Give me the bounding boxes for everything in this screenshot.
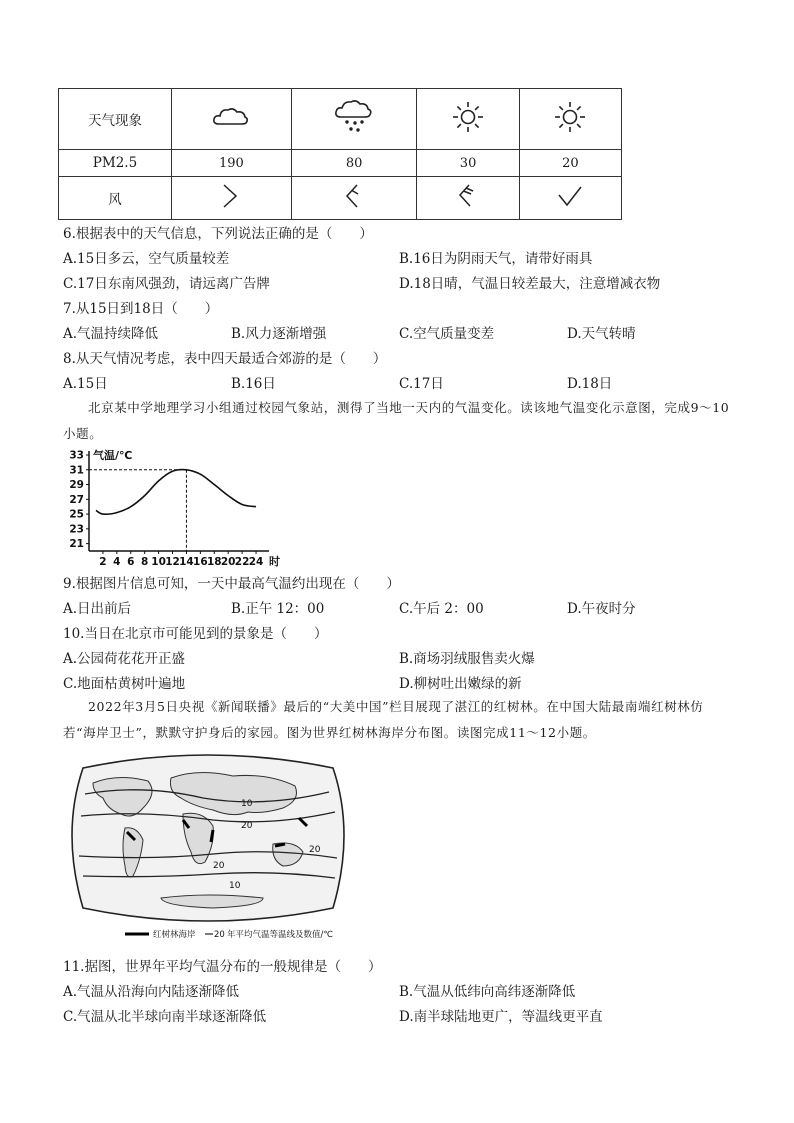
pm25-value: 80 (291, 150, 417, 177)
wind-barb-3-icon (453, 181, 483, 211)
question-7: 7.从15日到18日（ ） (63, 301, 219, 317)
y-tick-label: 29 (69, 479, 84, 492)
isotherm-label: 20 (213, 861, 225, 871)
intro-paragraph-2: 2022年3月5日央视《新闻联播》最后的“大美中国”栏目展现了湛江的红树林。在中国大陆最南端红树林仿若“海岸卫士”，默默守护身后的家园。图为世界红树林海岸分布图。读图完成11～12小题。 (63, 699, 704, 740)
isotherm-label: 10 (241, 799, 253, 809)
y-axis-label: 气温/℃ (93, 449, 133, 462)
y-tick-label: 21 (69, 538, 84, 551)
x-tick-label: 20 (220, 556, 236, 568)
question-8: 8.从天气情况考虑，表中四天最适合郊游的是（ ） (63, 351, 387, 367)
q9-option-a[interactable]: A.日出前后 (63, 601, 132, 617)
x-tick-label: 22 (234, 556, 250, 568)
q6-option-c[interactable]: C.17日东南风强劲，请远离广告牌 (63, 276, 270, 292)
q10-option-a[interactable]: A.公园荷花花开正盛 (63, 651, 186, 667)
q6-option-a[interactable]: A.15日多云，空气质量较差 (63, 251, 230, 267)
q7-option-d[interactable]: D.天气转晴 (567, 326, 636, 342)
q7-option-c[interactable]: C.空气质量变差 (399, 326, 495, 342)
x-tick-label: 2 (99, 556, 107, 568)
sun-icon (451, 100, 485, 134)
q6-option-b[interactable]: B.16日为阴雨天气，请带好雨具 (399, 251, 593, 267)
x-tick-label: 24 (248, 556, 264, 568)
y-tick-label: 31 (69, 464, 84, 477)
q8-option-d[interactable]: D.18日 (567, 376, 613, 392)
rain-cloud-icon (333, 97, 375, 137)
wind-barb-2-icon (339, 181, 369, 211)
x-tick-label: 14 (179, 556, 194, 568)
x-tick-label: 8 (141, 556, 149, 568)
temperature-chart (63, 447, 278, 569)
y-tick-label: 33 (69, 449, 84, 462)
pm25-value: 20 (519, 150, 621, 177)
wind-barb-4-icon (555, 181, 585, 211)
q11-option-a[interactable]: A.气温从沿海向内陆逐渐降低 (63, 984, 240, 1000)
q10-option-c[interactable]: C.地面枯黄树叶遍地 (63, 676, 186, 692)
question-10: 10.当日在北京市可能见到的景象是（ ） (63, 626, 328, 642)
q11-option-c[interactable]: C.气温从北半球向南半球逐渐降低 (63, 1009, 267, 1025)
mangrove-world-map (63, 748, 353, 944)
q7-option-b[interactable]: B.风力逐渐增强 (231, 326, 327, 342)
q7-option-a[interactable]: A.气温持续降低 (63, 326, 159, 342)
question-6: 6.根据表中的天气信息，下列说法正确的是（ ） (63, 226, 373, 242)
y-tick-label: 25 (69, 508, 84, 521)
q10-option-d[interactable]: D.柳树吐出嫩绿的新 (399, 676, 522, 692)
y-tick-label: 27 (69, 493, 84, 506)
cloud-icon (211, 104, 251, 130)
isotherm-label: 10 (229, 881, 241, 891)
q11-option-b[interactable]: B.气温从低纬向高纬逐渐降低 (399, 984, 576, 1000)
x-tick-label: 6 (127, 556, 135, 568)
q8-option-c[interactable]: C.17日 (399, 376, 444, 392)
y-tick-label: 23 (69, 523, 84, 536)
x-tick-label: 4 (113, 556, 121, 568)
q9-option-c[interactable]: C.午后 2：00 (399, 601, 484, 617)
q9-option-b[interactable]: B.正午 12：00 (231, 601, 325, 617)
x-axis-label: 时 (269, 555, 280, 568)
isotherm-label: 20 (241, 821, 253, 831)
x-tick-label: 18 (206, 556, 222, 568)
pm25-value: 30 (417, 150, 519, 177)
legend-isotherm-value: 20 (214, 930, 225, 940)
q10-option-b[interactable]: B.商场羽绒服售卖火爆 (399, 651, 535, 667)
weather-label: 天气现象 (59, 89, 172, 150)
legend-mangrove: 红树林海岸 (153, 930, 196, 940)
sun-icon (553, 100, 587, 134)
weather-table (58, 88, 622, 220)
q8-option-a[interactable]: A.15日 (63, 376, 108, 392)
pm25-label: PM2.5 (59, 150, 172, 177)
q8-option-b[interactable]: B.16日 (231, 376, 276, 392)
legend-isotherm: 年平均气温等温线及数值/℃ (227, 930, 333, 940)
x-tick-label: 10 (151, 556, 166, 568)
x-tick-label: 12 (165, 556, 180, 568)
wind-barb-1-icon (216, 181, 246, 211)
isotherm-label: 20 (309, 845, 321, 855)
wind-label: 风 (59, 177, 172, 220)
question-11: 11.据图，世界年平均气温分布的一般规律是（ ） (63, 959, 382, 975)
pm25-value: 190 (172, 150, 292, 177)
q9-option-d[interactable]: D.午夜时分 (567, 601, 636, 617)
question-9: 9.根据图片信息可知，一天中最高气温约出现在（ ） (63, 576, 400, 592)
x-tick-label: 16 (193, 556, 208, 568)
intro-paragraph-1: 北京某中学地理学习小组通过校园气象站，测得了当地一天内的气温变化。读该地气温变化示意图，完成9～10小题。 (63, 400, 730, 441)
q11-option-d[interactable]: D.南半球陆地更广，等温线更平直 (399, 1009, 603, 1025)
q6-option-d[interactable]: D.18日晴，气温日较差最大，注意增减衣物 (399, 276, 661, 292)
